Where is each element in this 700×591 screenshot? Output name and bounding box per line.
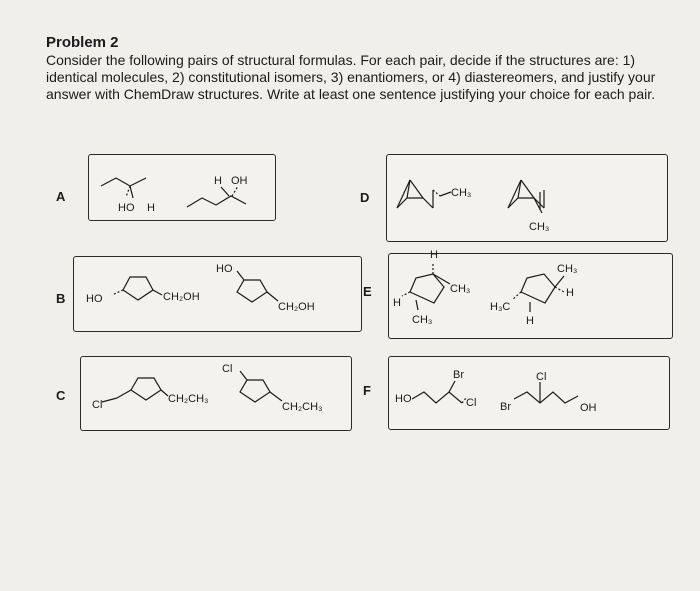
pair-a-right-oh: OH (231, 175, 248, 187)
pair-letter-c: C (56, 388, 66, 403)
pair-b-right-ch2oh: CH₂OH (278, 301, 315, 313)
pair-e-left-h-left: H (393, 297, 401, 309)
pair-e-left-h-top: H (430, 249, 438, 261)
pair-c-right-structure (240, 371, 282, 402)
pair-e-right-h3c: H₃C (490, 301, 511, 313)
pair-b-left-ch2oh: CH₂OH (163, 291, 200, 303)
pair-b-right-structure (237, 271, 278, 302)
pair-f-right-structure (514, 382, 578, 403)
pair-a-left-ho: HO (118, 202, 135, 214)
problem-title: Problem 2 (46, 34, 119, 51)
pair-e-left-ch3-right: CH₃ (450, 283, 471, 295)
pair-f-right-oh: OH (580, 402, 597, 414)
pair-b-left-structure (112, 277, 162, 300)
pair-c-left-ethyl: CH₂CH₃ (168, 393, 209, 405)
pair-b-right-ho: HO (216, 263, 233, 275)
pair-a-left-h: H (147, 202, 155, 214)
pair-c-left-cl: Cl (92, 399, 103, 411)
pair-letter-f: F (363, 383, 371, 398)
pair-f-left-ho: HO (395, 393, 412, 405)
pair-letter-b: B (56, 291, 66, 306)
pair-letter-a: A (56, 189, 66, 204)
pair-e-right-h-right: H (566, 287, 574, 299)
pair-e-right-structure (512, 274, 564, 312)
pair-letter-d: D (360, 190, 370, 205)
pair-e-left-ch3-bottom: CH₃ (412, 314, 433, 326)
pair-e-right-ch3-top: CH₃ (557, 263, 578, 275)
pair-d-left-ch3: CH₃ (451, 187, 472, 199)
pair-d-left-structure (397, 180, 451, 208)
pair-c-left-structure (102, 378, 168, 402)
pair-d-right-ch3: CH₃ (529, 221, 550, 233)
pair-c-right-ethyl: CH₂CH₃ (282, 401, 323, 413)
problem-prompt: Consider the following pairs of structural formulas. For each pair, decide if the structures are: 1) identical molecules, 2) constitutional isomers, 3) enantiomers, or 4) diastereomers, and justify your answer with ChemDraw structures. Write at least one sentence justifying your choice for each pair. (46, 52, 656, 102)
pair-f-left-structure (412, 381, 466, 403)
pair-a-right-h: H (214, 175, 222, 187)
pair-b-left-ho: HO (86, 293, 103, 305)
pair-f-left-br: Br (453, 369, 464, 381)
pair-f-right-br: Br (500, 401, 511, 413)
pair-f-left-cl: Cl (466, 397, 477, 409)
pair-e-right-h-bottom: H (526, 315, 534, 327)
pair-d-right-structure (508, 180, 544, 213)
pair-a-right-structure (187, 186, 246, 207)
pair-a-left-structure (101, 178, 146, 198)
pair-e-left-structure (402, 262, 450, 310)
pair-c-right-cl: Cl (222, 363, 233, 375)
pair-letter-e: E (363, 284, 372, 299)
pair-f-right-cl: Cl (536, 371, 547, 383)
